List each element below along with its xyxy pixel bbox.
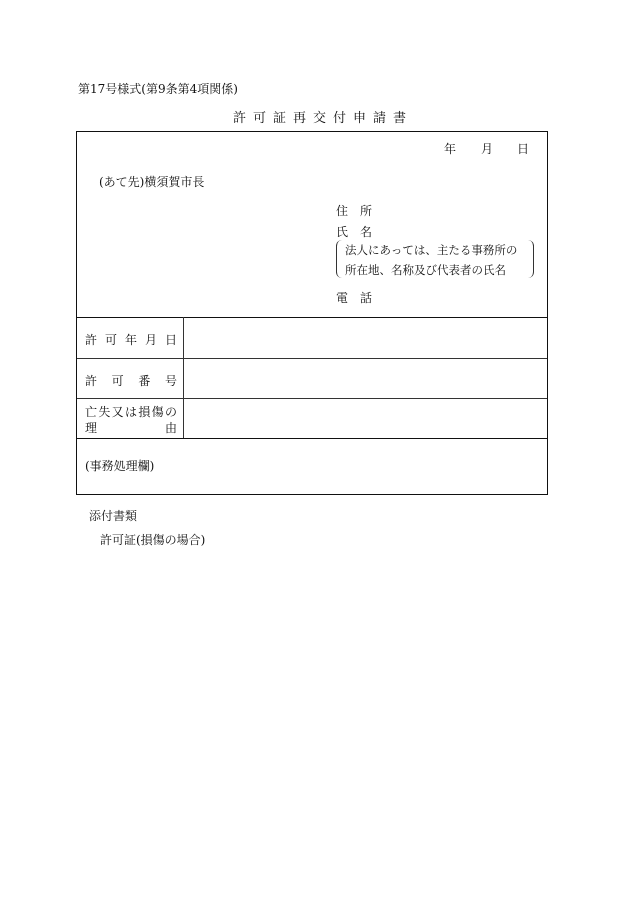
permit-date-label: 許 可 年 月 日 [85, 333, 177, 347]
permit-date-field[interactable] [184, 318, 547, 358]
remarks-divider [77, 438, 547, 439]
corporation-note-line-1: 法人にあっては、主たる事務所の [345, 243, 518, 257]
reason-label-line-2: 理 由 [85, 421, 177, 435]
remarks-label: (事務処理欄) [85, 459, 155, 473]
addressee: (あて先)横須賀市長 [99, 175, 205, 189]
reason-field[interactable] [184, 399, 547, 438]
corporation-note-bracket [336, 240, 534, 278]
month-label: 月 [481, 142, 494, 156]
attachment-item: 許可証(損傷の場合) [100, 533, 206, 547]
year-label: 年 [444, 142, 457, 156]
day-label: 日 [517, 142, 530, 156]
corporation-note-line-2: 所在地、名称及び代表者の氏名 [345, 263, 506, 277]
name-label: 氏 名 [336, 225, 373, 239]
application-form [76, 131, 548, 495]
phone-label: 電 話 [336, 291, 373, 305]
document-title: 許可証再交付申請書 [232, 111, 413, 126]
attachments-title: 添付書類 [89, 509, 138, 523]
address-label: 住 所 [336, 204, 373, 218]
permit-number-field[interactable] [184, 359, 547, 398]
reason-label-line-1: 亡 失 又 は 損 傷 の [85, 405, 177, 419]
permit-number-label: 許 可 番 号 [85, 374, 177, 388]
form-number: 第17号様式(第9条第4項関係) [78, 82, 238, 96]
